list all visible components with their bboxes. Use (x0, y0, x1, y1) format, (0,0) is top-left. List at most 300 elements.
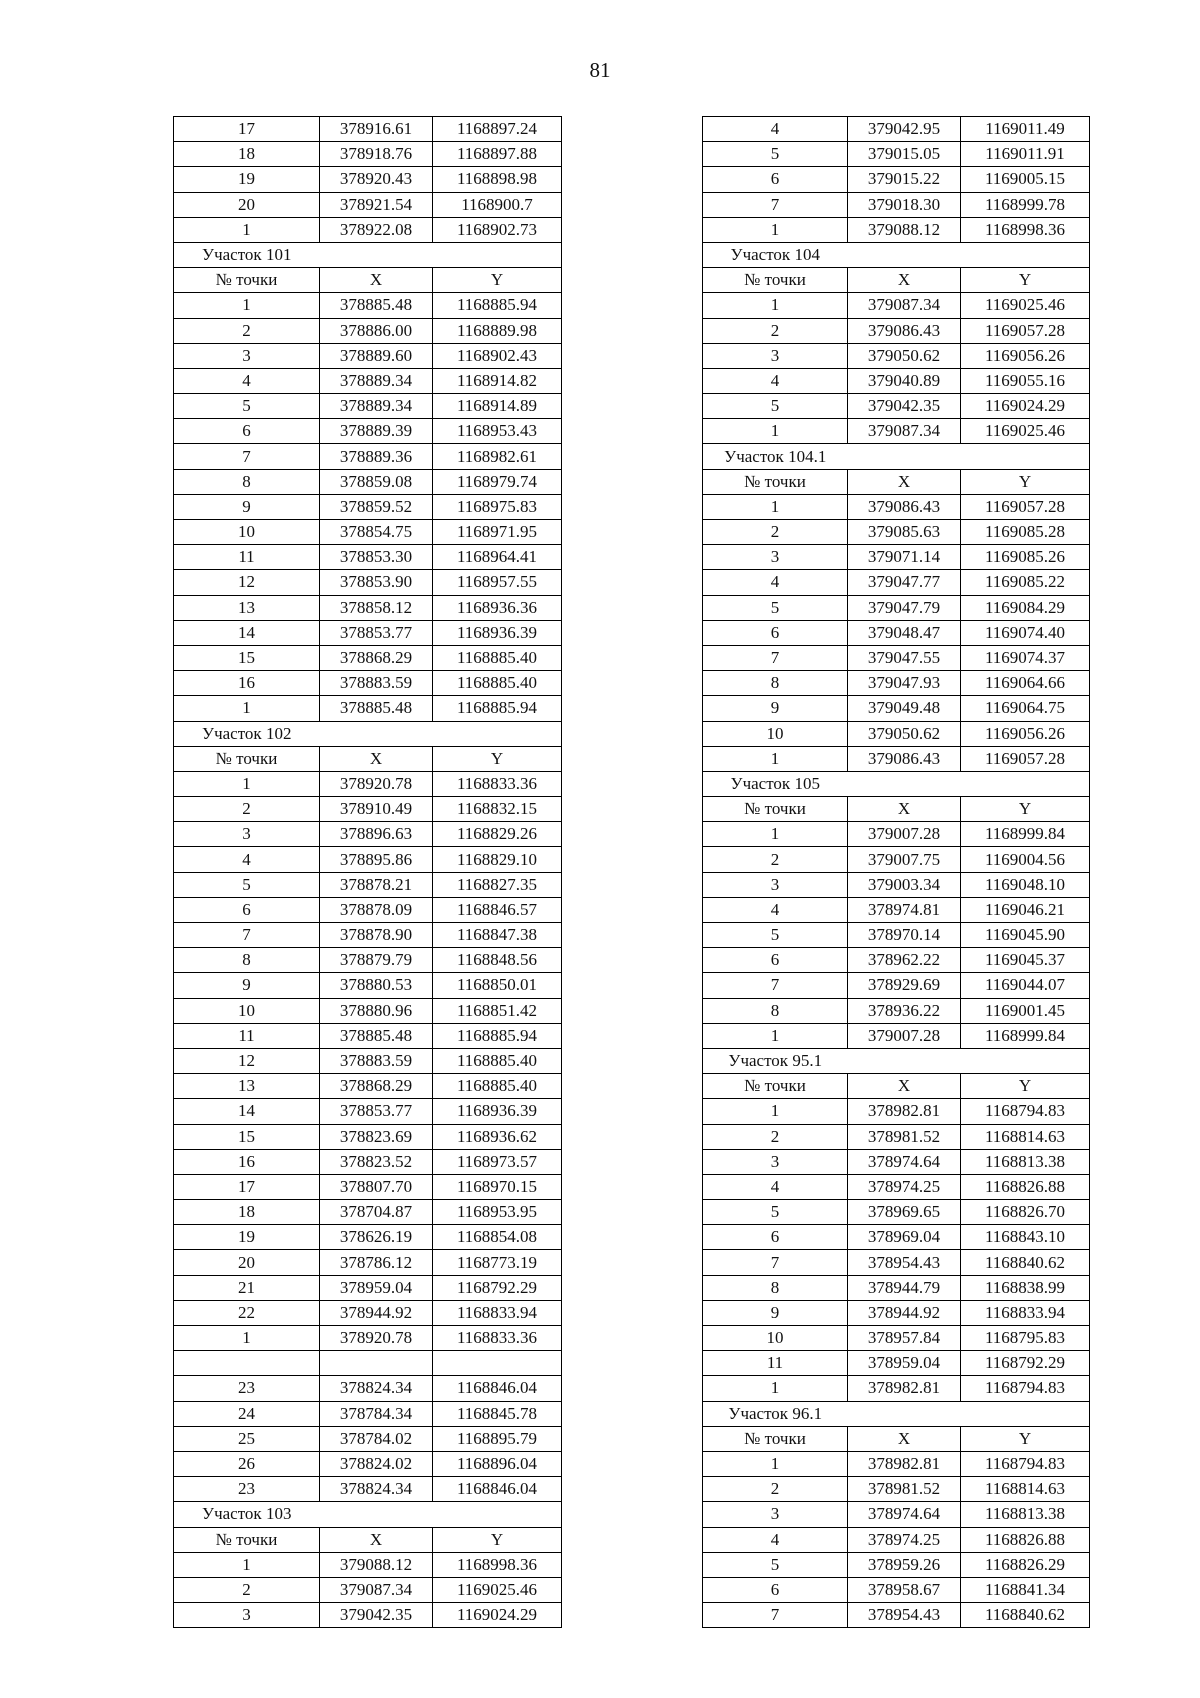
table-header-row (174, 1527, 562, 1552)
section-title-spacer (848, 444, 961, 469)
x-header-cell: X (320, 746, 433, 771)
x-coordinate-cell: 378859.52 (320, 494, 433, 519)
x-coordinate-cell: 378981.52 (848, 1124, 961, 1149)
x-coordinate-cell: 378896.63 (320, 822, 433, 847)
y-coordinate-cell: 1168970.15 (433, 1174, 562, 1199)
y-coordinate-cell: 1168936.62 (433, 1124, 562, 1149)
section-title: Участок 103 (174, 1502, 320, 1527)
x-coordinate-cell: 379040.89 (848, 368, 961, 393)
x-coordinate-cell: 379050.62 (848, 343, 961, 368)
point-number-cell: 18 (174, 142, 320, 167)
point-header-cell: № точки (703, 268, 848, 293)
y-coordinate-cell: 1168999.84 (961, 822, 1090, 847)
y-coordinate-cell: 1168840.62 (961, 1250, 1090, 1275)
y-coordinate-cell: 1168895.79 (433, 1426, 562, 1451)
y-coordinate-cell: 1168846.57 (433, 897, 562, 922)
y-coordinate-cell: 1169085.26 (961, 545, 1090, 570)
table-row (703, 545, 1090, 570)
point-number-cell: 15 (174, 1124, 320, 1149)
x-coordinate-cell: 378704.87 (320, 1200, 433, 1225)
y-coordinate-cell: 1168843.10 (961, 1225, 1090, 1250)
point-number-cell: 8 (703, 998, 848, 1023)
table-row (174, 1124, 562, 1149)
table-row (703, 696, 1090, 721)
y-coordinate-cell: 1168998.36 (961, 217, 1090, 242)
table-row (703, 1351, 1090, 1376)
x-coordinate-cell: 378959.04 (320, 1275, 433, 1300)
table-row (703, 1124, 1090, 1149)
table-row (174, 1149, 562, 1174)
section-title-row (703, 242, 1090, 267)
point-number-cell: 2 (174, 318, 320, 343)
table-row (703, 142, 1090, 167)
x-coordinate-cell: 378878.09 (320, 897, 433, 922)
point-number-cell: 17 (174, 117, 320, 142)
x-coordinate-cell: 379049.48 (848, 696, 961, 721)
section-title-spacer (961, 771, 1090, 796)
table-row (703, 1023, 1090, 1048)
table-row (703, 1603, 1090, 1628)
section-title-row (174, 1502, 562, 1527)
y-coordinate-cell: 1169004.56 (961, 847, 1090, 872)
section-title-spacer (961, 1048, 1090, 1073)
x-coordinate-cell: 378981.52 (848, 1477, 961, 1502)
x-coordinate-cell: 378854.75 (320, 520, 433, 545)
y-coordinate-cell: 1168936.39 (433, 620, 562, 645)
x-header-cell: X (848, 268, 961, 293)
y-coordinate-cell: 1168833.94 (433, 1300, 562, 1325)
y-coordinate-cell: 1168792.29 (961, 1351, 1090, 1376)
x-coordinate-cell: 378859.08 (320, 469, 433, 494)
x-header-cell: X (848, 469, 961, 494)
table-row (703, 973, 1090, 998)
y-coordinate-cell: 1169024.29 (433, 1603, 562, 1628)
table-row (703, 822, 1090, 847)
x-coordinate-cell: 378944.79 (848, 1275, 961, 1300)
coordinates-table-right-body (703, 117, 1090, 1628)
table-row (174, 872, 562, 897)
y-coordinate-cell: 1169084.29 (961, 595, 1090, 620)
point-number-cell: 3 (174, 822, 320, 847)
point-number-cell: 7 (174, 444, 320, 469)
point-number-cell: 1 (703, 293, 848, 318)
table-row (174, 545, 562, 570)
y-coordinate-cell: 1168826.70 (961, 1200, 1090, 1225)
table-row (703, 419, 1090, 444)
section-title-row (703, 444, 1090, 469)
table-row (174, 1351, 562, 1376)
table-row (703, 1527, 1090, 1552)
x-coordinate-cell: 378823.69 (320, 1124, 433, 1149)
table-row (703, 998, 1090, 1023)
y-coordinate-cell: 1169057.28 (961, 494, 1090, 519)
point-number-cell: 3 (703, 343, 848, 368)
x-coordinate-cell: 378920.78 (320, 771, 433, 796)
table-row (174, 671, 562, 696)
point-number-cell: 1 (703, 217, 848, 242)
point-number-cell: 9 (174, 973, 320, 998)
point-number-cell: 12 (174, 1048, 320, 1073)
y-header-cell: Y (433, 1527, 562, 1552)
section-title-row (174, 242, 562, 267)
y-coordinate-cell: 1169025.46 (961, 293, 1090, 318)
y-coordinate-cell: 1168847.38 (433, 923, 562, 948)
x-coordinate-cell: 378879.79 (320, 948, 433, 973)
table-row (174, 1326, 562, 1351)
table-row (174, 167, 562, 192)
table-row (174, 645, 562, 670)
point-number-cell: 18 (174, 1200, 320, 1225)
point-number-cell: 9 (703, 696, 848, 721)
y-coordinate-cell: 1169001.45 (961, 998, 1090, 1023)
table-row (174, 570, 562, 595)
table-row (703, 192, 1090, 217)
section-title: Участок 101 (174, 242, 320, 267)
point-number-cell: 11 (174, 1023, 320, 1048)
x-coordinate-cell: 378974.25 (848, 1174, 961, 1199)
table-row (174, 1577, 562, 1602)
x-coordinate-cell: 378954.43 (848, 1603, 961, 1628)
x-coordinate-cell: 378920.78 (320, 1326, 433, 1351)
x-coordinate-cell: 378626.19 (320, 1225, 433, 1250)
table-row (174, 696, 562, 721)
y-coordinate-cell: 1169045.37 (961, 948, 1090, 973)
x-coordinate-cell: 378858.12 (320, 595, 433, 620)
y-coordinate-cell: 1169011.91 (961, 142, 1090, 167)
y-coordinate-cell: 1168898.98 (433, 167, 562, 192)
point-number-cell (174, 1351, 320, 1376)
x-coordinate-cell: 378895.86 (320, 847, 433, 872)
point-number-cell: 2 (174, 1577, 320, 1602)
y-coordinate-cell: 1168896.04 (433, 1451, 562, 1476)
table-row (174, 494, 562, 519)
x-coordinate-cell: 378885.48 (320, 696, 433, 721)
table-row (703, 897, 1090, 922)
x-coordinate-cell: 378853.77 (320, 620, 433, 645)
x-coordinate-cell: 378918.76 (320, 142, 433, 167)
x-coordinate-cell: 378916.61 (320, 117, 433, 142)
x-coordinate-cell: 379007.28 (848, 1023, 961, 1048)
table-row (174, 948, 562, 973)
y-coordinate-cell: 1168827.35 (433, 872, 562, 897)
y-coordinate-cell: 1168914.82 (433, 368, 562, 393)
table-row (174, 1401, 562, 1426)
table-row (174, 142, 562, 167)
point-number-cell: 15 (174, 645, 320, 670)
y-coordinate-cell: 1168936.36 (433, 595, 562, 620)
y-coordinate-cell: 1168838.99 (961, 1275, 1090, 1300)
section-title: Участок 104 (703, 242, 848, 267)
point-number-cell: 12 (174, 570, 320, 595)
table-row (174, 897, 562, 922)
x-coordinate-cell: 379015.05 (848, 142, 961, 167)
table-row (703, 494, 1090, 519)
point-number-cell: 1 (703, 1451, 848, 1476)
y-coordinate-cell: 1168885.40 (433, 645, 562, 670)
y-coordinate-cell: 1168999.78 (961, 192, 1090, 217)
x-coordinate-cell: 378944.92 (848, 1300, 961, 1325)
point-number-cell: 10 (703, 1326, 848, 1351)
y-coordinate-cell: 1169011.49 (961, 117, 1090, 142)
x-coordinate-cell: 378883.59 (320, 1048, 433, 1073)
x-header-cell: X (848, 797, 961, 822)
y-coordinate-cell: 1168889.98 (433, 318, 562, 343)
table-row (174, 1074, 562, 1099)
x-coordinate-cell: 378957.84 (848, 1326, 961, 1351)
point-number-cell: 9 (703, 1300, 848, 1325)
y-header-cell: Y (961, 1426, 1090, 1451)
table-row (703, 1099, 1090, 1124)
y-coordinate-cell: 1168829.10 (433, 847, 562, 872)
table-row (174, 1023, 562, 1048)
y-coordinate-cell: 1168795.83 (961, 1326, 1090, 1351)
point-number-cell: 13 (174, 1074, 320, 1099)
x-header-cell: X (848, 1426, 961, 1451)
point-number-cell: 6 (703, 1577, 848, 1602)
x-coordinate-cell: 378959.26 (848, 1552, 961, 1577)
y-coordinate-cell: 1168982.61 (433, 444, 562, 469)
y-coordinate-cell: 1168814.63 (961, 1477, 1090, 1502)
point-number-cell: 11 (174, 545, 320, 570)
y-coordinate-cell: 1169025.46 (961, 419, 1090, 444)
y-coordinate-cell: 1168794.83 (961, 1376, 1090, 1401)
table-row (703, 1451, 1090, 1476)
y-coordinate-cell: 1168964.41 (433, 545, 562, 570)
table-row (703, 1225, 1090, 1250)
point-number-cell: 3 (703, 545, 848, 570)
y-coordinate-cell: 1169056.26 (961, 343, 1090, 368)
y-coordinate-cell: 1168953.95 (433, 1200, 562, 1225)
point-number-cell: 10 (174, 520, 320, 545)
x-coordinate-cell: 379087.34 (848, 419, 961, 444)
point-number-cell: 8 (174, 469, 320, 494)
page-number: 81 (589, 58, 611, 82)
table-row (703, 217, 1090, 242)
y-coordinate-cell: 1168833.94 (961, 1300, 1090, 1325)
y-coordinate-cell: 1168902.73 (433, 217, 562, 242)
table-row (174, 1174, 562, 1199)
table-row (174, 923, 562, 948)
x-coordinate-cell: 379015.22 (848, 167, 961, 192)
point-number-cell: 7 (703, 192, 848, 217)
table-row (174, 520, 562, 545)
table-row (174, 1225, 562, 1250)
x-coordinate-cell: 378878.90 (320, 923, 433, 948)
table-row (174, 847, 562, 872)
table-row (703, 1376, 1090, 1401)
point-number-cell: 2 (703, 1124, 848, 1149)
point-number-cell: 2 (703, 318, 848, 343)
x-coordinate-cell: 378982.81 (848, 1451, 961, 1476)
section-title-row (703, 1048, 1090, 1073)
y-coordinate-cell: 1169057.28 (961, 318, 1090, 343)
table-row (174, 394, 562, 419)
table-row (174, 368, 562, 393)
table-row (174, 822, 562, 847)
y-coordinate-cell: 1169056.26 (961, 721, 1090, 746)
x-coordinate-cell: 378885.48 (320, 1023, 433, 1048)
y-coordinate-cell: 1168914.89 (433, 394, 562, 419)
point-number-cell: 23 (174, 1376, 320, 1401)
y-coordinate-cell: 1169055.16 (961, 368, 1090, 393)
point-number-cell: 2 (703, 847, 848, 872)
x-coordinate-cell: 379071.14 (848, 545, 961, 570)
table-row (174, 1451, 562, 1476)
x-coordinate-cell: 379047.93 (848, 671, 961, 696)
y-coordinate-cell: 1168885.40 (433, 1048, 562, 1073)
table-row (174, 117, 562, 142)
point-number-cell: 1 (174, 1552, 320, 1577)
section-title-spacer (320, 721, 433, 746)
table-row (174, 1426, 562, 1451)
y-coordinate-cell: 1168773.19 (433, 1250, 562, 1275)
y-coordinate-cell: 1168973.57 (433, 1149, 562, 1174)
y-coordinate-cell: 1168848.56 (433, 948, 562, 973)
x-coordinate-cell: 378922.08 (320, 217, 433, 242)
y-coordinate-cell: 1168999.84 (961, 1023, 1090, 1048)
x-coordinate-cell: 378936.22 (848, 998, 961, 1023)
x-header-cell: X (320, 268, 433, 293)
y-coordinate-cell: 1168851.42 (433, 998, 562, 1023)
table-header-row (703, 797, 1090, 822)
y-coordinate-cell: 1169024.29 (961, 394, 1090, 419)
x-coordinate-cell: 378944.92 (320, 1300, 433, 1325)
table-row (703, 520, 1090, 545)
x-coordinate-cell: 378824.02 (320, 1451, 433, 1476)
y-coordinate-cell: 1168854.08 (433, 1225, 562, 1250)
y-coordinate-cell: 1168902.43 (433, 343, 562, 368)
point-number-cell: 7 (703, 1603, 848, 1628)
x-coordinate-cell: 378878.21 (320, 872, 433, 897)
x-coordinate-cell: 379047.79 (848, 595, 961, 620)
y-header-cell: Y (433, 746, 562, 771)
table-row (703, 570, 1090, 595)
y-coordinate-cell: 1169025.46 (433, 1577, 562, 1602)
point-header-cell: № точки (174, 268, 320, 293)
x-coordinate-cell: 378889.34 (320, 368, 433, 393)
y-coordinate-cell: 1169085.22 (961, 570, 1090, 595)
section-title-spacer (320, 1502, 433, 1527)
point-number-cell: 21 (174, 1275, 320, 1300)
point-number-cell: 25 (174, 1426, 320, 1451)
point-number-cell: 1 (174, 217, 320, 242)
section-title-spacer (848, 242, 961, 267)
point-number-cell: 14 (174, 620, 320, 645)
y-header-cell: Y (961, 797, 1090, 822)
table-row (174, 1275, 562, 1300)
y-coordinate-cell: 1168975.83 (433, 494, 562, 519)
y-coordinate-cell: 1168832.15 (433, 797, 562, 822)
x-coordinate-cell: 379048.47 (848, 620, 961, 645)
table-row (174, 318, 562, 343)
section-title: Участок 96.1 (703, 1401, 848, 1426)
y-header-cell: Y (961, 268, 1090, 293)
section-title-spacer (433, 242, 562, 267)
y-coordinate-cell: 1168794.83 (961, 1451, 1090, 1476)
x-coordinate-cell: 378920.43 (320, 167, 433, 192)
y-coordinate-cell: 1168826.88 (961, 1527, 1090, 1552)
y-coordinate-cell: 1168885.40 (433, 1074, 562, 1099)
x-coordinate-cell: 379007.75 (848, 847, 961, 872)
y-coordinate-cell: 1168979.74 (433, 469, 562, 494)
table-row (174, 1376, 562, 1401)
point-number-cell: 13 (174, 595, 320, 620)
point-number-cell: 1 (703, 1023, 848, 1048)
y-coordinate-cell: 1168897.88 (433, 142, 562, 167)
table-row (703, 746, 1090, 771)
point-number-cell: 1 (703, 1099, 848, 1124)
x-coordinate-cell: 379087.34 (320, 1577, 433, 1602)
y-coordinate-cell: 1168846.04 (433, 1376, 562, 1401)
table-row (703, 671, 1090, 696)
point-number-cell: 1 (703, 746, 848, 771)
point-number-cell: 3 (703, 1149, 848, 1174)
y-coordinate-cell: 1169074.40 (961, 620, 1090, 645)
section-title-spacer (961, 242, 1090, 267)
x-coordinate-cell: 378853.77 (320, 1099, 433, 1124)
table-header-row (703, 469, 1090, 494)
x-coordinate-cell: 378970.14 (848, 923, 961, 948)
section-title-spacer (848, 1401, 961, 1426)
y-coordinate-cell: 1168841.34 (961, 1577, 1090, 1602)
y-coordinate-cell: 1168953.43 (433, 419, 562, 444)
table-row (703, 1326, 1090, 1351)
table-row (703, 318, 1090, 343)
section-title-spacer (320, 242, 433, 267)
table-header-row (703, 1426, 1090, 1451)
y-coordinate-cell: 1168885.94 (433, 293, 562, 318)
point-number-cell: 1 (174, 293, 320, 318)
x-coordinate-cell: 378962.22 (848, 948, 961, 973)
point-number-cell: 4 (703, 1527, 848, 1552)
y-coordinate-cell: 1169085.28 (961, 520, 1090, 545)
table-row (703, 1275, 1090, 1300)
section-title: Участок 102 (174, 721, 320, 746)
table-row (174, 998, 562, 1023)
x-coordinate-cell: 379085.63 (848, 520, 961, 545)
y-header-cell: Y (433, 268, 562, 293)
table-row (703, 645, 1090, 670)
table-row (703, 394, 1090, 419)
coordinates-table-right (702, 116, 1090, 1628)
point-number-cell: 14 (174, 1099, 320, 1124)
table-row (703, 1577, 1090, 1602)
point-number-cell: 6 (703, 167, 848, 192)
x-coordinate-cell: 379086.43 (848, 746, 961, 771)
point-number-cell: 4 (703, 1174, 848, 1199)
point-header-cell: № точки (703, 469, 848, 494)
x-coordinate-cell: 378969.04 (848, 1225, 961, 1250)
point-number-cell: 4 (703, 117, 848, 142)
point-header-cell: № точки (703, 797, 848, 822)
y-coordinate-cell: 1168792.29 (433, 1275, 562, 1300)
y-coordinate-cell: 1168885.40 (433, 671, 562, 696)
section-title-spacer (848, 1048, 961, 1073)
table-row (703, 1174, 1090, 1199)
y-coordinate-cell: 1168885.94 (433, 696, 562, 721)
x-coordinate-cell: 378889.60 (320, 343, 433, 368)
table-row (703, 343, 1090, 368)
x-coordinate-cell: 378880.96 (320, 998, 433, 1023)
y-coordinate-cell: 1168846.04 (433, 1477, 562, 1502)
table-row (174, 419, 562, 444)
point-number-cell: 7 (703, 1250, 848, 1275)
y-coordinate-cell: 1169048.10 (961, 872, 1090, 897)
table-row (174, 469, 562, 494)
x-coordinate-cell: 378880.53 (320, 973, 433, 998)
point-number-cell: 26 (174, 1451, 320, 1476)
x-coordinate-cell: 378824.34 (320, 1376, 433, 1401)
